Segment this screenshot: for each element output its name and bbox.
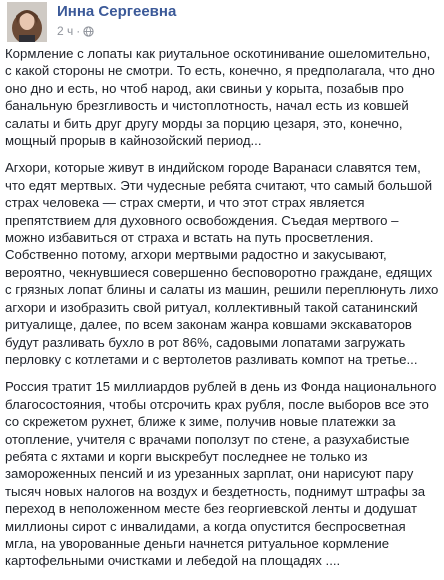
avatar[interactable]: [7, 2, 47, 42]
post-meta: [57, 24, 94, 38]
post-paragraph-3: Россия тратит 15 миллиардов рублей в день из Фонда национального благосостояния, чтобы отсрочить крах рубля, после выборов все это со скрежетом рухнет, ближе к зиме, получив новые платежки за отопление, учителя с врачами поползут по стене, а разухабистые ребята с яхтами и корги выскребут последнее не только из замороженных пенсий и из урезанных зарплат, они нарисуют пару тысяч новых налогов на воздух и бездетность, поднимут штрафы за переход в неположенном месте без георгиевской ленты и додушат миллионы сирот с инвалидами, а когда опустится беспросветная мгла, на уворованные деньги начнется ритуальное кормление картофельными очистками и лебедой на площадях ....: [5, 379, 437, 569]
post-paragraph-2: Агхори, которые живут в индийском городе Варанаси славятся тем, что едят мертвых. Эти чудесные ребята считают, что самый большой страх человека — страх смерти, и что этот страх является препятствием для духовного освобождения. Съедая мертвого – можно избавиться от страха и встать на путь просветления. Собственно потому, агхори мертвыми радостно и закусывают, вероятно, чекнувшиеся совершенно бесповоротно граждане, едящих с грязных лопат блины и салаты из машин, решили переплюнуть лихо агхори и изобразить свой ритуал, коллективный такой сатанинский ритуалище, далее, по всем законам жанра ковшами экскаваторов будут разливать бухло в рот 86%, садовыми лопатами загружать перловку с котлетами и с вертолетов разливать компот на третье...: [5, 160, 439, 367]
post-header: [5, 0, 439, 44]
author-name[interactable]: Инна Сергеевна: [57, 3, 177, 20]
post-body: [5, 45, 439, 580]
post-paragraph-1: Кормление с лопаты как риутальное оскотинивание ошеломительно, с какой стороны не смотри. То есть, конечно, я предполагала, что дно оно дно и есть, но чтоб народ, аки свиньи у корыта, позабыв про банальную брезгливость и чистоплотность, начал есть из ковшей салаты и бить друг другу морды за порцию цезаря, это, конечно, мощный прорыв в кайнозойский период...: [5, 46, 435, 149]
meta-separator: ·: [76, 24, 81, 38]
post-timestamp[interactable]: 2 ч: [57, 24, 74, 38]
globe-icon[interactable]: [83, 26, 94, 37]
avatar-image: [7, 2, 47, 42]
